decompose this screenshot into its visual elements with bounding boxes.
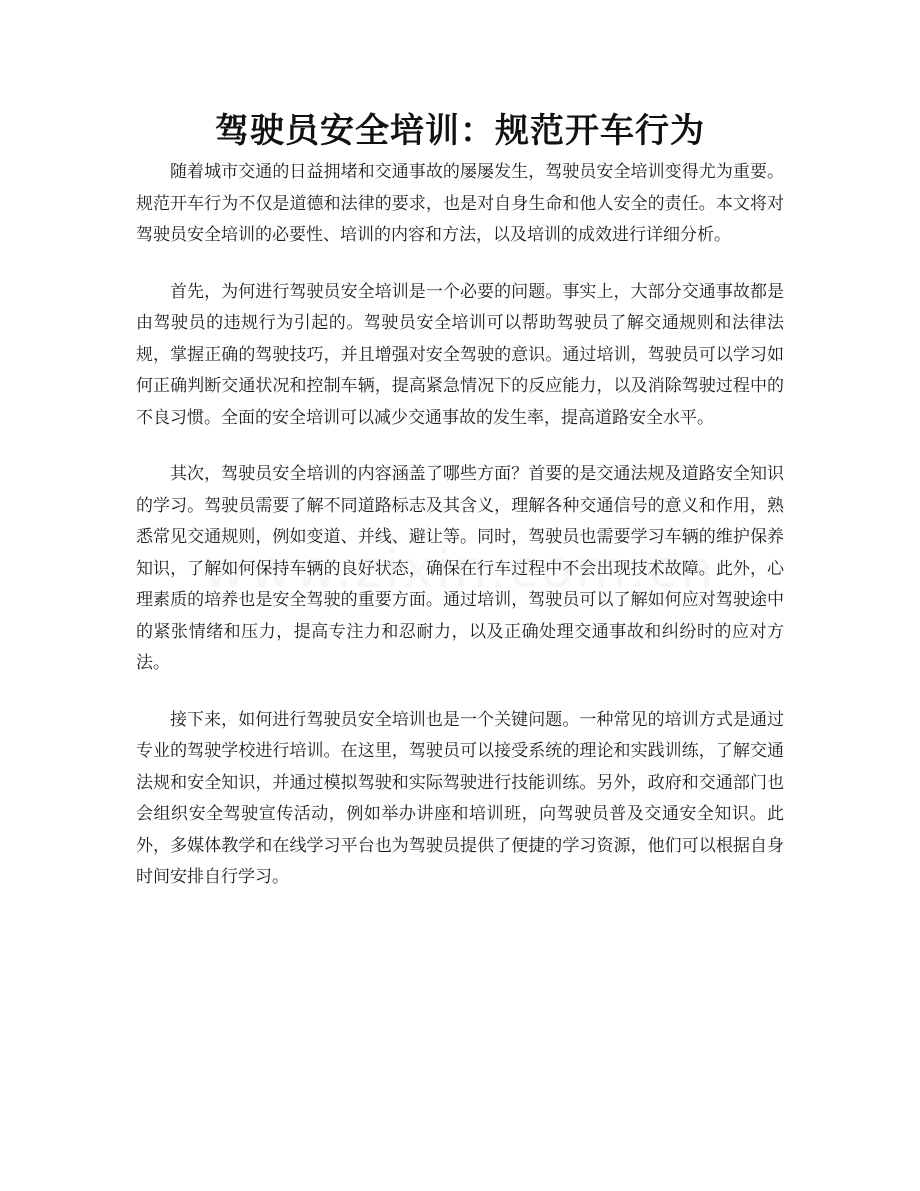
document-title: 驾驶员安全培训：规范开车行为	[215, 111, 705, 151]
document-body	[136, 157, 784, 919]
paragraph-intro: 随着城市交通的日益拥堵和交通事故的屡屡发生，驾驶员安全培训变得尤为重要。规范开车行为不仅是道德和法律的要求，也是对自身生命和他人安全的责任。本文将对驾驶员安全培训的必要性、培训的内容和方法，以及培训的成效进行详细分析。	[136, 162, 784, 245]
paragraph-methods: 接下来，如何进行驾驶员安全培训也是一个关键问题。一种常见的培训方式是通过专业的驾驶学校进行培训。在这里，驾驶员可以接受系统的理论和实践训练，了解交通法规和安全知识，并通过模拟驾驶和实际驾驶进行技能训练。另外，政府和交通部门也会组织安全驾驶宣传活动，例如举办讲座和培训班，向驾驶员普及交通安全知识。此外，多媒体教学和在线学习平台也为驾驶员提供了便捷的学习资源，他们可以根据自身时间安排自行学习。	[136, 709, 784, 887]
paragraph-necessity: 首先，为何进行驾驶员安全培训是一个必要的问题。事实上，大部分交通事故都是由驾驶员的违规行为引起的。驾驶员安全培训可以帮助驾驶员了解交通规则和法律法规，掌握正确的驾驶技巧，并且增强对安全驾驶的意识。通过培训，驾驶员可以学习如何正确判断交通状况和控制车辆，提高紧急情况下的反应能力，以及消除驾驶过程中的不良习惯。全面的安全培训可以减少交通事故的发生率，提高道路安全水平。	[136, 281, 784, 428]
paragraph-content: 其次，驾驶员安全培训的内容涵盖了哪些方面？首要的是交通法规及道路安全知识的学习。驾驶员需要了解不同道路标志及其含义，理解各种交通信号的意义和作用，熟悉常见交通规则，例如变道、并线、避让等。同时，驾驶员也需要学习车辆的维护保养知识，了解如何保持车辆的良好状态，确保在行车过程中不会出现技术故障。此外，心理素质的培养也是安全驾驶的重要方面。通过培训，驾驶员可以了解如何应对驾驶途中的紧张情绪和压力，提高专注力和忍耐力，以及正确处理交通事故和纠纷时的应对方法。	[136, 464, 784, 673]
